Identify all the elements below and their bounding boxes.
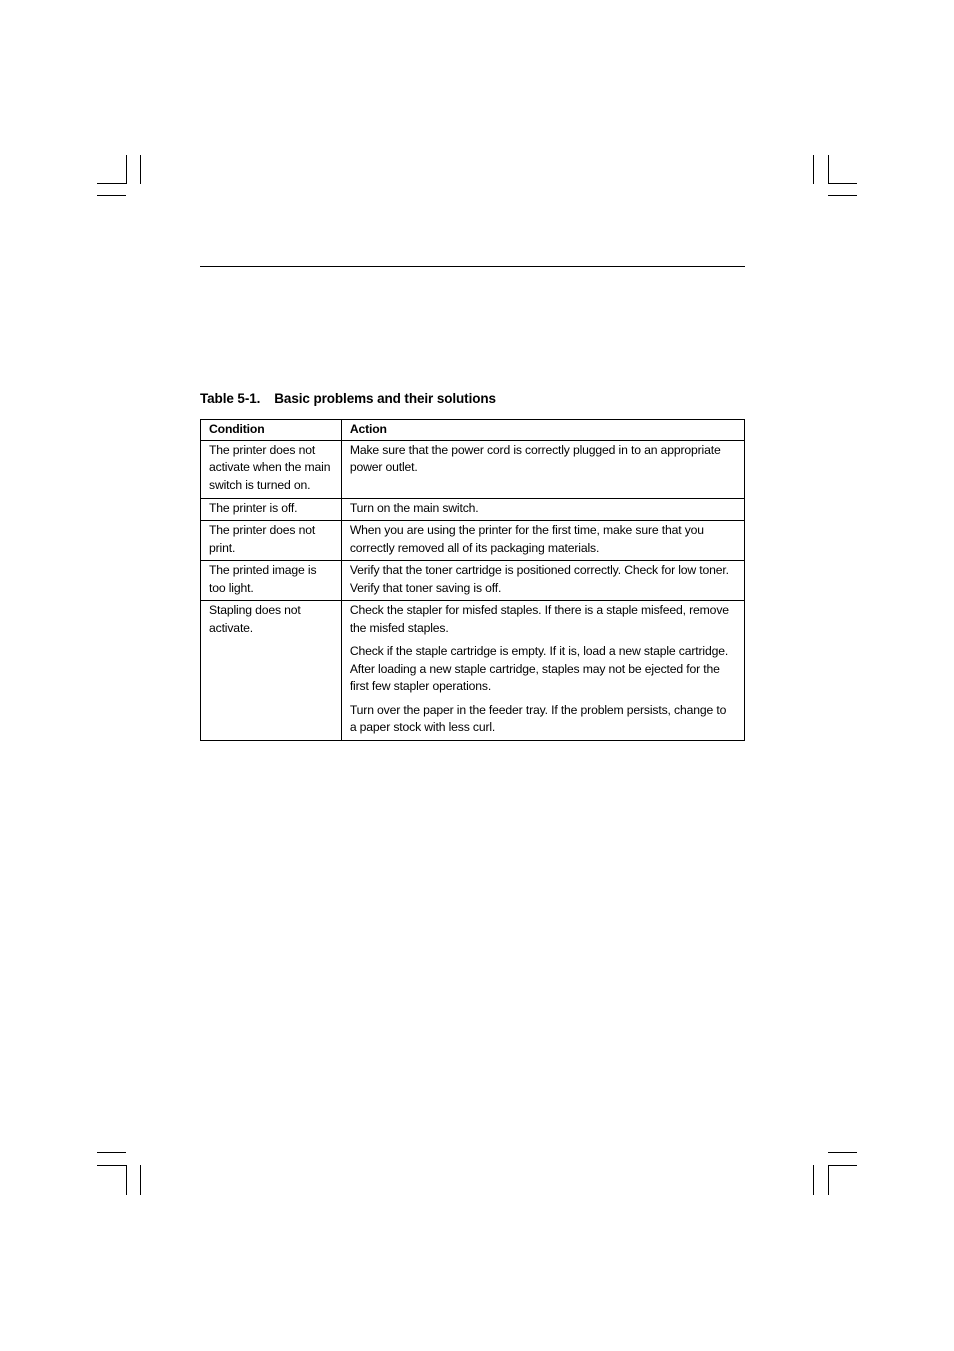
crop-mark-bottom-left — [97, 1165, 126, 1166]
condition-cell: The printed image is too light. — [201, 561, 342, 601]
table-caption — [200, 391, 496, 406]
table-row — [201, 601, 745, 741]
crop-mark-bottom-right — [813, 1165, 814, 1195]
table-row — [201, 440, 745, 498]
header-condition: Condition — [201, 420, 342, 441]
table-row — [201, 498, 745, 521]
crop-mark-top-left — [126, 155, 127, 184]
action-text: Make sure that the power cord is correctly plugged in to an appropriate power outlet. — [349, 442, 721, 474]
crop-mark-top-left — [140, 155, 141, 184]
crop-mark-top-left — [97, 195, 126, 196]
action-text: When you are using the printer for the first time, make sure that you correctly removed all of its packaging materials. — [349, 523, 704, 555]
action-cell — [341, 440, 744, 498]
header-rule — [200, 266, 745, 267]
condition-cell: The printer does not activate when the main switch is turned on. — [201, 440, 342, 498]
crop-mark-bottom-right — [828, 1165, 829, 1195]
crop-mark-top-left — [97, 183, 126, 184]
crop-mark-top-right — [828, 195, 857, 196]
condition-cell: The printer is off. — [201, 498, 342, 521]
action-text: Check the stapler for misfed staples. If there is a staple misfeed, remove the misfed staples. — [349, 603, 729, 635]
crop-mark-bottom-left — [140, 1165, 141, 1195]
action-cell — [341, 561, 744, 601]
action-text: Verify that the toner cartridge is positioned correctly. Check for low toner. Verify that toner saving is off. — [349, 563, 729, 595]
table-caption-number: Table 5-1. — [200, 391, 261, 406]
action-text: Turn over the paper in the feeder tray. If the problem persists, change to a paper stock with less curl. — [349, 702, 727, 734]
header-action: Action — [341, 420, 744, 441]
table-header-row — [201, 420, 745, 441]
action-text: Check if the staple cartridge is empty. If it is, load a new staple cartridge. After loading a new staple cartridge, staples may not be ejected for the first few stapler operations. — [349, 644, 729, 693]
table-row — [201, 521, 745, 561]
crop-mark-top-right — [813, 155, 814, 184]
table-row — [201, 561, 745, 601]
action-cell — [341, 521, 744, 561]
condition-cell: Stapling does not activate. — [201, 601, 342, 741]
crop-mark-bottom-right — [828, 1165, 857, 1166]
crop-mark-top-right — [828, 155, 829, 184]
action-text: Turn on the main switch. — [349, 500, 479, 515]
crop-mark-bottom-right — [828, 1152, 857, 1153]
action-cell — [341, 498, 744, 521]
table-caption-title: Basic problems and their solutions — [274, 391, 496, 406]
crop-mark-top-right — [828, 183, 857, 184]
problems-table — [200, 419, 745, 741]
crop-mark-bottom-left — [97, 1152, 126, 1153]
action-cell — [341, 601, 744, 741]
crop-mark-bottom-left — [126, 1165, 127, 1195]
condition-cell: The printer does not print. — [201, 521, 342, 561]
